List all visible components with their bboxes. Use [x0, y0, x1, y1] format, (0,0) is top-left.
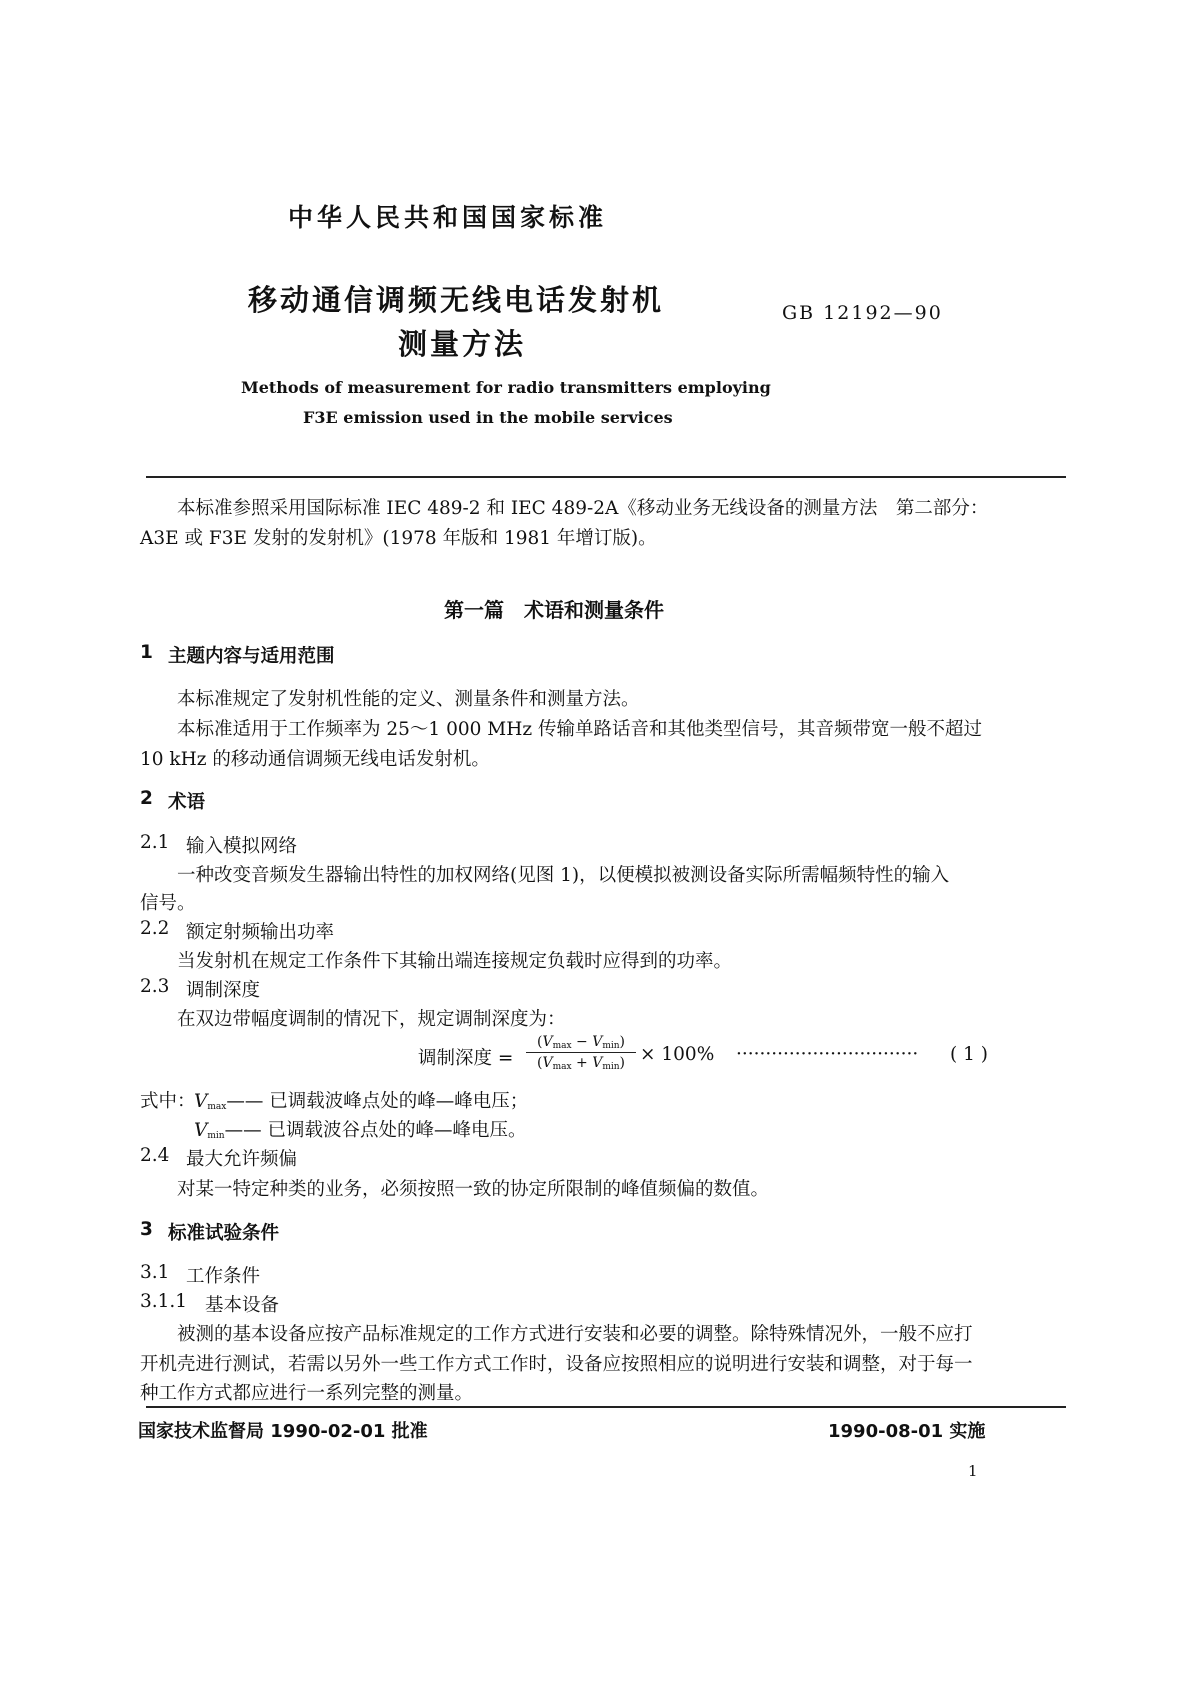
- intro-line2: A3E 或 F3E 发射的发射机》(1978 年版和 1981 年增订版)。: [140, 528, 657, 549]
- where-vmax: $V_{max}——$ 已调载波峰点处的峰—峰电压；: [194, 1091, 529, 1112]
- section-2-2-title: 额定射频输出功率: [186, 922, 335, 943]
- section-3-text-line1: 被测的基本设备应按产品标准规定的工作方式进行安装和必要的调整。除特殊情况外，一般不应打: [177, 1324, 973, 1345]
- section-2-2-text: 当发射机在规定工作条件下其输出端连接规定负载时应得到的功率。: [177, 951, 733, 972]
- section-2-1-title: 输入模拟网络: [186, 836, 298, 857]
- section-2-1-text-line1: 一种改变音频发生器输出特性的加权网络(见图 1)，以便模拟被测设备实际所需幅频特性的输入: [177, 865, 950, 886]
- formula-lhs: 调制深度 =: [418, 1048, 514, 1069]
- section-2-3-text: 在双边带幅度调制的情况下，规定调制深度为：: [177, 1009, 566, 1030]
- section-3-1-1-number: 3.1.1: [140, 1291, 188, 1312]
- section-2-4-title: 最大允许频偏: [186, 1149, 298, 1170]
- where-vmin: $V_{min}——$ 已调载波谷点处的峰—峰电压。: [194, 1120, 527, 1141]
- page-number: 1: [968, 1462, 978, 1480]
- header-divider: [146, 476, 1066, 478]
- fraction-bar: [526, 1052, 636, 1053]
- section-2-1-number: 2.1: [140, 832, 170, 853]
- section-2-1-text-line2: 信号。: [140, 893, 196, 914]
- national-standard-heading: 中华人民共和国国家标准: [288, 203, 608, 232]
- document-title-line2: 测量方法: [398, 327, 527, 361]
- formula-denominator: $(V_{max} + V_{min})$: [536, 1055, 626, 1072]
- section-2-2-number: 2.2: [140, 918, 170, 939]
- section-1-title: 主题内容与适用范围: [168, 646, 335, 667]
- standard-code: GB 12192—90: [782, 302, 943, 324]
- approval-date: 国家技术监督局 1990-02-01 批准: [138, 1421, 428, 1442]
- effective-date: 1990-08-01 实施: [828, 1421, 986, 1442]
- english-title-line2: F3E emission used in the mobile services: [303, 408, 673, 427]
- section-3-1-1-title: 基本设备: [205, 1295, 280, 1316]
- footer-divider: [146, 1406, 1066, 1408]
- section-3-text-line3: 种工作方式都应进行一系列完整的测量。: [140, 1383, 474, 1404]
- section-1-paragraph2-line1: 本标准适用于工作频率为 25～1 000 MHz 传输单路话音和其他类型信号，其音频带宽一般不超过: [177, 719, 982, 740]
- section-2-4-text: 对某一特定种类的业务，必须按照一致的协定所限制的峰值频偏的数值。: [177, 1179, 770, 1200]
- section-3-1-title: 工作条件: [186, 1266, 261, 1287]
- formula-number: ( 1 ): [950, 1044, 988, 1065]
- section-3-number: 3: [140, 1219, 153, 1240]
- section-3-1-number: 3.1: [140, 1262, 170, 1283]
- section-2-number: 2: [140, 788, 153, 809]
- formula-rhs: × 100%: [640, 1044, 715, 1065]
- formula-leader: ·······························: [736, 1044, 919, 1065]
- section-2-3-title: 调制深度: [186, 980, 261, 1001]
- section-1-paragraph1: 本标准规定了发射机性能的定义、测量条件和测量方法。: [177, 689, 640, 710]
- document-title-line1: 移动通信调频无线电话发射机: [248, 283, 665, 317]
- section-2-title: 术语: [168, 792, 206, 813]
- intro-line1: 本标准参照采用国际标准 IEC 489-2 和 IEC 489-2A《移动业务无线设备的测量方法 第二部分：: [177, 498, 989, 519]
- section-1-number: 1: [140, 642, 153, 663]
- formula-numerator: $(V_{max} - V_{min})$: [536, 1034, 626, 1051]
- section-3-text-line2: 开机壳进行测试，若需以另外一些工作方式工作时，设备应按照相应的说明进行安装和调整，对于每一: [140, 1354, 973, 1375]
- english-title-line1: Methods of measurement for radio transmitters employing: [241, 378, 771, 397]
- part-title: 第一篇 术语和测量条件: [444, 598, 664, 622]
- section-3-title: 标准试验条件: [168, 1223, 280, 1244]
- formula-fraction: [526, 1033, 636, 1072]
- section-2-3-number: 2.3: [140, 976, 170, 997]
- where-label: 式中：: [140, 1091, 196, 1112]
- section-1-paragraph2-line2: 10 kHz 的移动通信调频无线电话发射机。: [140, 749, 490, 770]
- section-2-4-number: 2.4: [140, 1145, 170, 1166]
